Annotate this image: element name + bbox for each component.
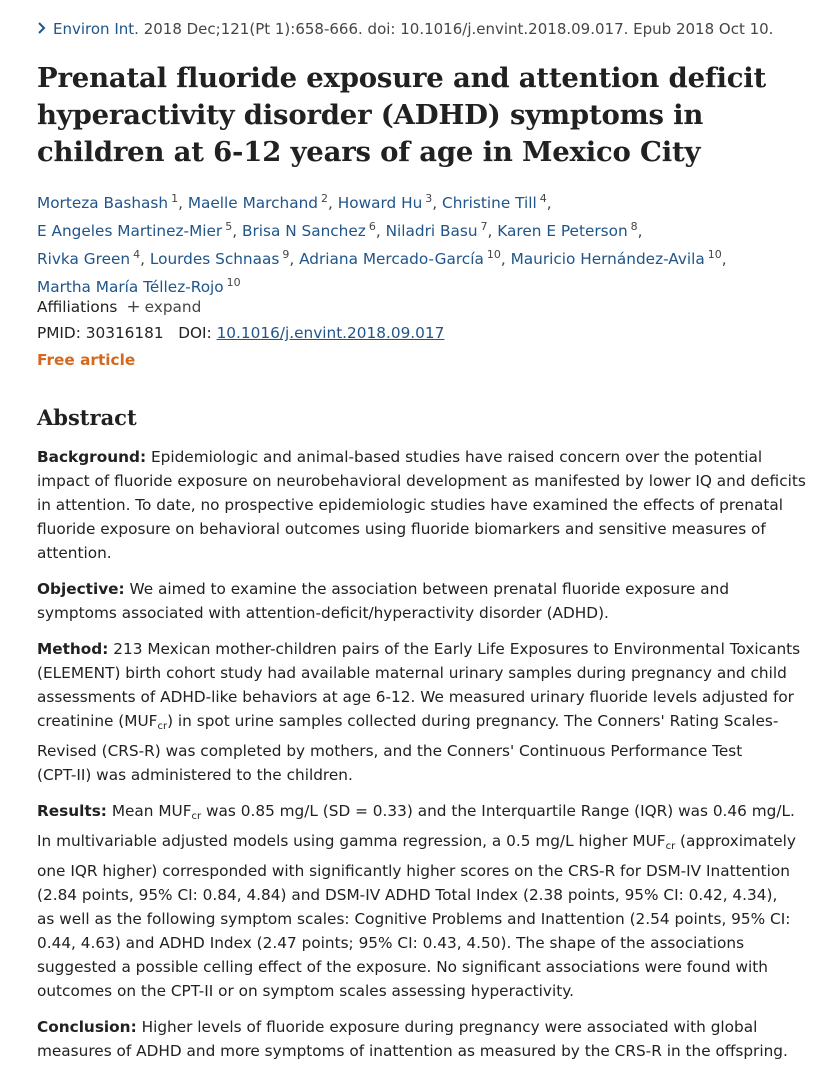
- affiliation-number[interactable]: 1: [171, 192, 179, 205]
- affiliation-number[interactable]: 2: [321, 192, 328, 205]
- chevron-right-icon[interactable]: [37, 20, 49, 38]
- expand-label[interactable]: expand: [144, 298, 202, 316]
- author-link[interactable]: Maelle Marchand $^2$: [187, 192, 328, 212]
- doi-link[interactable]: 10.1016/j.envint.2018.09.017: [216, 324, 445, 342]
- affiliation-number[interactable]: 8: [630, 220, 638, 233]
- author-link[interactable]: Christine Till $^4$: [442, 192, 547, 212]
- affiliations-toggle[interactable]: [37, 297, 201, 317]
- abstract-body: [37, 445, 806, 1075]
- plus-icon[interactable]: +: [126, 297, 141, 317]
- journal-link[interactable]: Environ Int.: [53, 20, 139, 38]
- affiliation-number[interactable]: 4: [539, 192, 547, 205]
- affiliation-number[interactable]: 10: [486, 248, 501, 261]
- affiliation-number[interactable]: 10: [707, 248, 722, 261]
- abstract-objective: Objective: We aimed to examine the association between prenatal fluoride exposure and symptoms associated with attention-deficit/hyperactivity disorder (ADHD).: [37, 580, 730, 622]
- author-link[interactable]: Karen E Peterson $^8$: [497, 220, 638, 240]
- article-ids: [37, 324, 444, 342]
- author-link[interactable]: Mauricio Hernández-Avila $^{10}$: [510, 248, 722, 268]
- author-link[interactable]: Morteza Bashash $^1$: [37, 192, 179, 212]
- author-link[interactable]: Howard Hu $^3$: [337, 192, 433, 212]
- affiliation-number[interactable]: 10: [226, 276, 241, 289]
- author-link[interactable]: Adriana Mercado-García $^{10}$: [299, 248, 501, 268]
- doi-label: DOI:: [178, 324, 212, 342]
- citation-details: 2018 Dec;121(Pt 1):658-666. doi: 10.1016/j.envint.2018.09.017. Epub 2018 Oct 10.: [143, 20, 774, 38]
- author-link[interactable]: Brisa N Sanchez $^6$: [241, 220, 376, 240]
- pmid-value: 30316181: [85, 324, 164, 342]
- affiliation-number[interactable]: 5: [225, 220, 233, 233]
- author-list: Morteza Bashash $^1$, Maelle Marchand $^2$, Howard Hu $^3$, Christine Till $^4$, E Angeles Martinez-Mier $^5$, Brisa N Sanchez $^6$, Niladri Basu $^7$, Karen E Peterson $^8$, Rivka Green $^4$, Lourdes Schnaas $^9$, Adriana Mercado-García $^{10}$, Mauricio Hernández-Avila $^{10}$, Martha María Téllez-Rojo $^{10}$: [37, 192, 727, 296]
- affiliation-number[interactable]: 3: [425, 192, 433, 205]
- author-link[interactable]: Rivka Green $^4$: [37, 248, 141, 268]
- pmid-label: PMID:: [37, 324, 81, 342]
- affiliations-label: Affiliations: [37, 298, 118, 316]
- affiliation-number[interactable]: 6: [368, 220, 376, 233]
- author-link[interactable]: E Angeles Martinez-Mier $^5$: [37, 220, 233, 240]
- citation-line: [37, 20, 773, 38]
- abstract-results: Results: Mean $MUF_{cr}$ was 0.85 mg/L (SD = 0.33) and the Interquartile Range (IQR) was 0.46 mg/L. In multivariable adjusted models using gamma regression, a 0.5 mg/L higher $MUF_{cr}$ (approximately one IQR higher) corresponded with significantly higher scores on the CRS-R for DSM-IV Inattention (2.84 points, 95% CI: 0.84, 4.84) and DSM-IV ADHD Total Index (2.38 points, 95% CI: 0.42, 4.34), as well as the following symptom scales: Cognitive Problems and Inattention (2.54 points, 95% CI: 0.44, 4.63) and ADHD Index (2.47 points; 95% CI: 0.43, 4.50). The shape of the associations suggested a possible celling effect of the exposure. No significant associations were found with outcomes on the CPT-II or on symptom scales assessing hyperactivity.: [37, 802, 796, 1000]
- abstract-method: Method: 213 Mexican mother-children pairs of the Early Life Exposures to Environmental Toxicants (ELEMENT) birth cohort study had available maternal urinary samples during pregnancy and child assessments of ADHD-like behaviors at age 6-12. We measured urinary fluoride levels adjusted for creatinine $(MUF_{cr})$ in spot urine samples collected during pregnancy. The Conners' Rating Scales- Revised (CRS-R) was completed by mothers, and the Conners' Continuous Performance Test (CPT-II) was administered to the children.: [37, 640, 801, 784]
- affiliation-number[interactable]: 7: [480, 220, 488, 233]
- affiliation-number[interactable]: 4: [133, 248, 141, 261]
- author-link[interactable]: Martha María Téllez-Rojo $^{10}$: [37, 276, 241, 296]
- author-link[interactable]: Lourdes Schnaas $^9$: [149, 248, 290, 268]
- abstract-conclusion: Conclusion: Higher levels of fluoride exposure during pregnancy were associated with global measures of ADHD and more symptoms of inattention as measured by the CRS-R in the offspring.: [37, 1018, 788, 1060]
- abstract-heading: Abstract: [37, 405, 137, 430]
- free-article-badge: Free article: [37, 351, 136, 369]
- affiliation-number[interactable]: 9: [282, 248, 290, 261]
- author-link[interactable]: Niladri Basu $^7$: [385, 220, 488, 240]
- article-title: Prenatal fluoride exposure and attention deficit hyperactivity disorder (ADHD) symptoms in children at 6-12 years of age in Mexico City: [37, 62, 767, 168]
- abstract-background: Background: Epidemiologic and animal-based studies have raised concern over the potential impact of fluoride exposure on neurobehavioral development as manifested by lower IQ and deficits in attention. To date, no prospective epidemiologic studies have examined the effects of prenatal fluoride exposure on behavioral outcomes using fluoride biomarkers and sensitive measures of attention.: [37, 448, 806, 562]
